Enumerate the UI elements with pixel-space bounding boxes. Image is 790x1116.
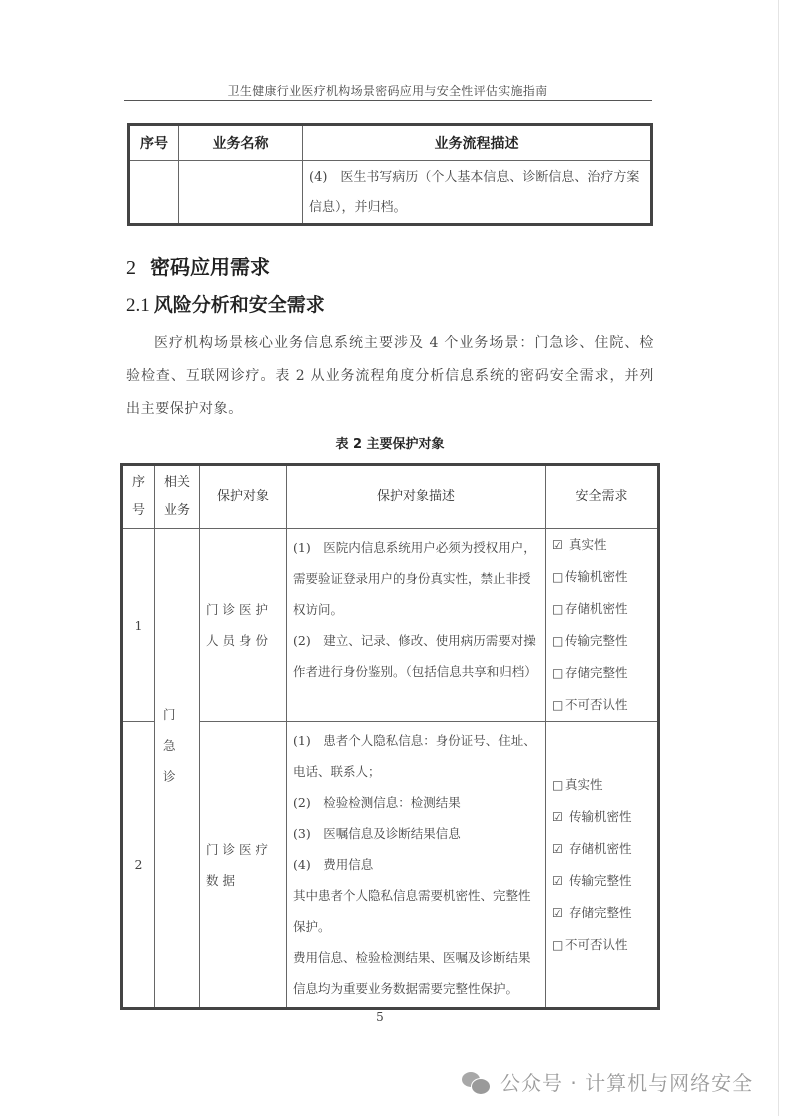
requirement-label: 存储完整性 — [565, 665, 628, 680]
cell-seq: 2 — [122, 722, 155, 1009]
checked-box-icon: ☑ — [552, 809, 563, 824]
requirement-label: 传输机密性 — [569, 808, 632, 824]
cell-description — [287, 529, 546, 722]
header-business-name: 业务名称 — [179, 125, 303, 161]
subsection-number: 2.1 — [126, 295, 150, 316]
protection-objects-table — [120, 463, 660, 1010]
cell-business-name — [179, 161, 303, 225]
header-seq: 序号 — [129, 125, 179, 161]
subsection-title: 风险分析和安全需求 — [153, 294, 325, 316]
description-line: (4) 医生书写病历（个人基本信息、诊断信息、治疗方案 — [309, 170, 640, 185]
table-header-row — [129, 125, 652, 161]
checked-box-icon: ☑ — [552, 905, 563, 920]
header-description: 保护对象描述 — [287, 465, 546, 529]
watermark-text: 公众号 · 计算机与网络安全 — [500, 1071, 754, 1095]
checked-box-icon: ☑ — [552, 538, 563, 552]
unchecked-box-icon: □ — [552, 570, 564, 584]
table-caption: 表 2 主要保护对象 — [335, 437, 445, 452]
requirement-item — [552, 769, 657, 801]
section-title: 密码应用需求 — [150, 255, 270, 279]
business-label: 门急诊 — [163, 707, 188, 784]
cell-business — [155, 529, 200, 1009]
requirement-label: 真实性 — [565, 776, 603, 792]
unchecked-box-icon: □ — [552, 777, 564, 792]
cell-object: 门诊医疗数据 — [200, 722, 287, 1009]
header-seq — [122, 465, 155, 529]
watermark — [460, 1067, 753, 1096]
running-header: 卫生健康行业医疗机构场景密码应用与安全性评估实施指南 — [227, 84, 548, 98]
unchecked-box-icon: □ — [552, 698, 564, 712]
header-requirements: 安全需求 — [546, 465, 659, 529]
header-rule — [124, 100, 652, 101]
requirement-label: 真实性 — [569, 537, 607, 552]
cell-process-description — [303, 161, 652, 225]
requirement-item — [552, 657, 657, 689]
header-seq-line: 序 — [131, 475, 145, 490]
section-heading — [126, 251, 270, 280]
requirement-label: 传输完整性 — [569, 872, 632, 888]
section-number: 2 — [126, 257, 136, 279]
header-process-description: 业务流程描述 — [303, 125, 652, 161]
description-item: 其中患者个人隐私信息需要机密性、完整性保护。 — [293, 888, 531, 934]
cell-requirements — [546, 529, 659, 722]
cell-object: 门诊医护人员身份 — [200, 529, 287, 722]
table-row — [122, 529, 659, 722]
requirement-label: 存储机密性 — [569, 840, 632, 856]
description-item: (2) 检验检测信息：检测结果 — [293, 795, 461, 810]
page-edge-line — [778, 0, 779, 1116]
unchecked-box-icon: □ — [552, 634, 564, 648]
checked-box-icon: ☑ — [552, 841, 563, 856]
requirement-label: 不可否认性 — [565, 697, 628, 712]
requirement-item — [552, 593, 657, 625]
continued-table — [127, 123, 653, 226]
cell-requirements — [546, 722, 659, 1009]
cell-seq: 1 — [122, 529, 155, 722]
requirement-item — [552, 529, 657, 561]
subsection-heading — [126, 290, 325, 317]
description-item: (1) 患者个人隐私信息：身份证号、住址、电话、联系人； — [293, 733, 536, 779]
header-business-line: 业务 — [163, 503, 190, 518]
table-row — [129, 161, 652, 225]
description-item: 费用信息、检验检测结果、医嘱及诊断结果信息均为重要业务数据需要完整性保护。 — [293, 950, 531, 996]
body-paragraph: 医疗机构场景核心业务信息系统主要涉及 4 个业务场景：门急诊、住院、检验检查、互联网诊疗。表 2 从业务流程角度分析信息系统的密码安全需求，并列出主要保护对象。 — [126, 335, 654, 417]
header-object: 保护对象 — [200, 465, 287, 529]
description-item: (4) 费用信息 — [293, 857, 374, 872]
description-item: (3) 医嘱信息及诊断结果信息 — [293, 826, 461, 841]
table-header-row — [122, 465, 659, 529]
requirement-label: 传输机密性 — [565, 569, 628, 584]
requirement-item — [552, 865, 657, 897]
requirement-item — [552, 801, 657, 833]
requirement-item — [552, 689, 657, 721]
unchecked-box-icon: □ — [552, 602, 564, 616]
table-row — [122, 722, 659, 1009]
description-item: (1) 医院内信息系统用户必须为授权用户，需要验证登录用户的身份真实性，禁止非授权访问。 — [293, 540, 536, 617]
requirement-item — [552, 561, 657, 593]
requirement-item — [552, 897, 657, 929]
requirement-label: 存储完整性 — [569, 904, 632, 920]
description-item: (2) 建立、记录、修改、使用病历需要对操作者进行身份鉴别。（包括信息共享和归档） — [293, 633, 537, 679]
unchecked-box-icon: □ — [552, 937, 564, 952]
unchecked-box-icon: □ — [552, 666, 564, 680]
requirement-item — [552, 625, 657, 657]
cell-description — [287, 722, 546, 1009]
checked-box-icon: ☑ — [552, 873, 563, 888]
description-line: 信息），并归档。 — [309, 200, 407, 215]
header-business-line: 相关 — [163, 475, 190, 490]
requirement-label: 传输完整性 — [565, 633, 628, 648]
page-number: 5 — [376, 1010, 384, 1024]
header-seq-line: 号 — [131, 503, 145, 518]
wechat-icon — [460, 1070, 494, 1094]
cell-seq — [129, 161, 179, 225]
requirement-label: 不可否认性 — [565, 936, 628, 952]
requirement-label: 存储机密性 — [565, 601, 628, 616]
requirement-item — [552, 929, 657, 961]
requirement-item — [552, 833, 657, 865]
header-business — [155, 465, 200, 529]
